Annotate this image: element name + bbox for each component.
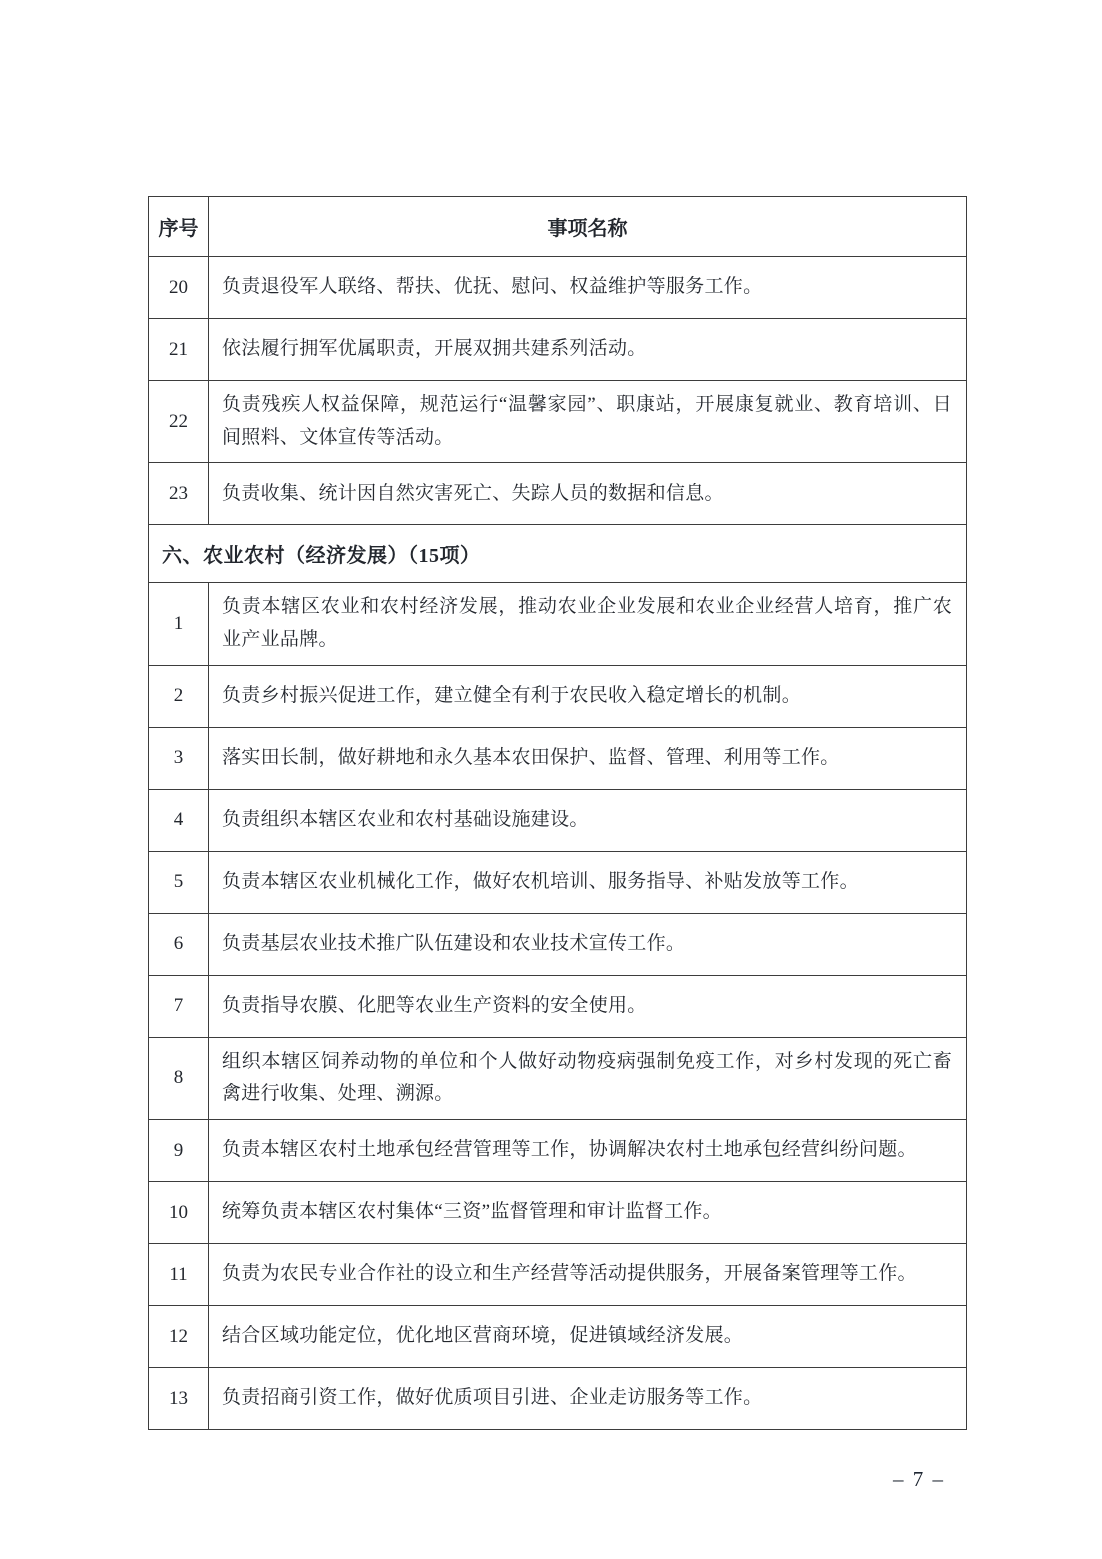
table-row xyxy=(149,851,967,913)
table-row xyxy=(149,727,967,789)
row-serial: 4 xyxy=(149,789,209,851)
row-serial: 13 xyxy=(149,1368,209,1430)
row-serial: 1 xyxy=(149,583,209,665)
table-row xyxy=(149,789,967,851)
row-serial: 22 xyxy=(149,381,209,463)
table-row xyxy=(149,1306,967,1368)
row-serial: 9 xyxy=(149,1120,209,1182)
row-text: 负责本辖区农业机械化工作，做好农机培训、服务指导、补贴发放等工作。 xyxy=(209,851,967,913)
table-row xyxy=(149,257,967,319)
table-row xyxy=(149,1182,967,1244)
header-item-name: 事项名称 xyxy=(209,197,967,257)
table-row xyxy=(149,1037,967,1119)
row-text: 负责组织本辖区农业和农村基础设施建设。 xyxy=(209,789,967,851)
row-text: 负责收集、统计因自然灾害死亡、失踪人员的数据和信息。 xyxy=(209,463,967,525)
row-serial: 2 xyxy=(149,665,209,727)
row-text: 依法履行拥军优属职责，开展双拥共建系列活动。 xyxy=(209,319,967,381)
row-serial: 3 xyxy=(149,727,209,789)
row-text: 负责本辖区农村土地承包经营管理等工作，协调解决农村土地承包经营纠纷问题。 xyxy=(209,1120,967,1182)
row-text: 负责乡村振兴促进工作，建立健全有利于农民收入稳定增长的机制。 xyxy=(209,665,967,727)
row-text: 负责残疾人权益保障，规范运行“温馨家园”、职康站，开展康复就业、教育培训、日间照料、文体宣传等活动。 xyxy=(209,381,967,463)
table-row xyxy=(149,319,967,381)
row-serial: 11 xyxy=(149,1244,209,1306)
row-serial: 8 xyxy=(149,1037,209,1119)
row-text: 组织本辖区饲养动物的单位和个人做好动物疫病强制免疫工作，对乡村发现的死亡畜禽进行收集、处理、溯源。 xyxy=(209,1037,967,1119)
table-row xyxy=(149,381,967,463)
row-serial: 20 xyxy=(149,257,209,319)
table-row xyxy=(149,583,967,665)
row-serial: 12 xyxy=(149,1306,209,1368)
table-header-row xyxy=(149,197,967,257)
row-serial: 10 xyxy=(149,1182,209,1244)
table-row xyxy=(149,1244,967,1306)
row-text: 落实田长制，做好耕地和永久基本农田保护、监督、管理、利用等工作。 xyxy=(209,727,967,789)
table-row xyxy=(149,975,967,1037)
header-serial-number: 序号 xyxy=(149,197,209,257)
row-serial: 6 xyxy=(149,913,209,975)
row-serial: 23 xyxy=(149,463,209,525)
row-text: 负责指导农膜、化肥等农业生产资料的安全使用。 xyxy=(209,975,967,1037)
row-serial: 21 xyxy=(149,319,209,381)
row-text: 负责本辖区农业和农村经济发展，推动农业企业发展和农业企业经营人培育，推广农业产业品牌。 xyxy=(209,583,967,665)
table-row xyxy=(149,1120,967,1182)
row-text: 负责为农民专业合作社的设立和生产经营等活动提供服务，开展备案管理等工作。 xyxy=(209,1244,967,1306)
section-title: 六、农业农村（经济发展）（15项） xyxy=(149,525,967,583)
table-row xyxy=(149,463,967,525)
row-text: 负责退役军人联络、帮扶、优抚、慰问、权益维护等服务工作。 xyxy=(209,257,967,319)
section-header-row xyxy=(149,525,967,583)
row-text: 负责基层农业技术推广队伍建设和农业技术宣传工作。 xyxy=(209,913,967,975)
page-number: – 7 – xyxy=(893,1467,945,1491)
row-text: 结合区域功能定位，优化地区营商环境，促进镇域经济发展。 xyxy=(209,1306,967,1368)
table-row xyxy=(149,1368,967,1430)
row-serial: 5 xyxy=(149,851,209,913)
row-text: 统筹负责本辖区农村集体“三资”监督管理和审计监督工作。 xyxy=(209,1182,967,1244)
items-table xyxy=(148,196,967,1430)
row-text: 负责招商引资工作，做好优质项目引进、企业走访服务等工作。 xyxy=(209,1368,967,1430)
row-serial: 7 xyxy=(149,975,209,1037)
table-row xyxy=(149,665,967,727)
table-row xyxy=(149,913,967,975)
